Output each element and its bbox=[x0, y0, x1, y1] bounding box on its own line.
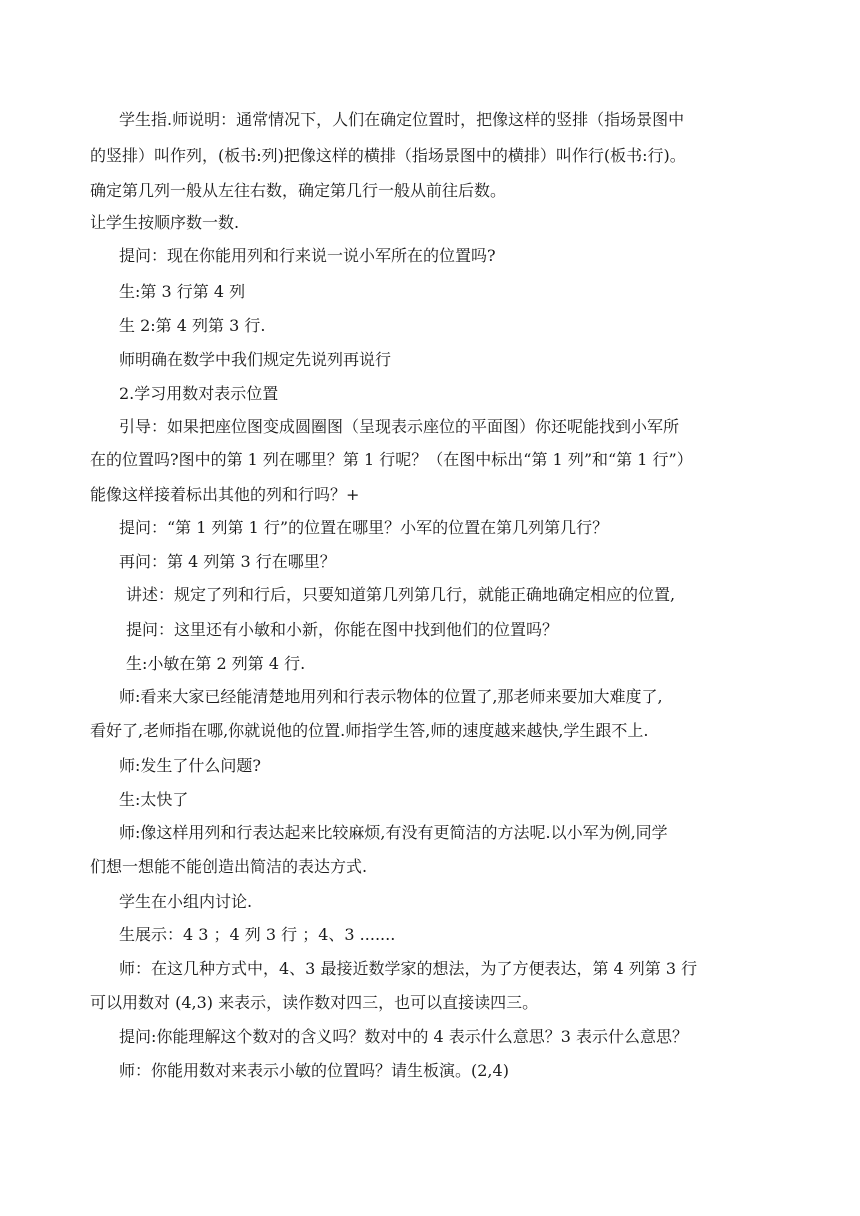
paragraph-line: 再问：第 4 列第 3 行在哪里？ bbox=[119, 552, 336, 571]
paragraph-line: 可以用数对 (4,3) 来表示，读作数对四三，也可以直接读四三。 bbox=[90, 993, 539, 1012]
paragraph-line: 提问：“第 1 列第 1 行”的位置在哪里？小军的位置在第几列第几行？ bbox=[119, 518, 609, 537]
paragraph-line: 学生在小组内讨论. bbox=[119, 892, 253, 911]
paragraph-line: 让学生按顺序数一数. bbox=[90, 213, 240, 232]
paragraph-line: 看好了,老师指在哪,你就说他的位置.师指学生答,师的速度越来越快,学生跟不上. bbox=[90, 721, 649, 740]
paragraph-line: 讲述：规定了列和行后，只要知道第几列第几行，就能正确地确定相应的位置, bbox=[126, 585, 676, 604]
paragraph-line: 师：你能用数对来表示小敏的位置吗？请生板演。(2,4) bbox=[119, 1061, 509, 1080]
paragraph-line: 生 2:第 4 列第 3 行. bbox=[119, 316, 266, 335]
paragraph-line: 学生指.师说明：通常情况下，人们在确定位置时，把像这样的竖排（指场景图中 bbox=[119, 110, 685, 129]
paragraph-line: 确定第几列一般从左往右数，确定第几行一般从前往后数。 bbox=[90, 181, 507, 200]
paragraph-line: 能像这样接着标出其他的列和行吗？+ bbox=[90, 485, 360, 504]
paragraph-line: 师：在这几种方式中，4、3 最接近数学家的想法，为了方便表达，第 4 列第 3 行 bbox=[119, 959, 698, 978]
paragraph-line: 引导：如果把座位图变成圆圈图（呈现表示座位的平面图）你还呢能找到小军所 bbox=[119, 417, 680, 436]
paragraph-line: 生:第 3 行第 4 列 bbox=[119, 282, 246, 301]
paragraph-line: 提问：现在你能用列和行来说一说小军所在的位置吗? bbox=[119, 246, 496, 265]
paragraph-line: 生:太快了 bbox=[119, 790, 189, 809]
paragraph-line: 的竖排）叫作列，(板书:列)把像这样的横排（指场景图中的横排）叫作行(板书:行)。 bbox=[90, 146, 686, 165]
paragraph-line: 师:发生了什么问题? bbox=[119, 756, 261, 775]
paragraph-line: 师:看来大家已经能清楚地用列和行表示物体的位置了,那老师来要加大难度了, bbox=[119, 687, 663, 706]
paragraph-line: 在的位置吗?图中的第 1 列在哪里？第 1 行呢？（在图中标出“第 1 列”和“第 1 行”） bbox=[90, 450, 693, 469]
paragraph-line: 生展示：4 3 ；4 列 3 行 ；4、3 ....... bbox=[119, 925, 396, 944]
paragraph-line: 师:像这样用列和行表达起来比较麻烦,有没有更简洁的方法呢.以小军为例,同学 bbox=[119, 823, 668, 842]
paragraph-line: 提问:你能理解这个数对的含义吗？数对中的 4 表示什么意思？3 表示什么意思？ bbox=[119, 1027, 689, 1046]
paragraph-line: 生:小敏在第 2 列第 4 行. bbox=[126, 654, 306, 673]
paragraph-line: 们想一想能不能创造出简洁的表达方式. bbox=[90, 857, 368, 876]
paragraph-line: 提问：这里还有小敏和小新，你能在图中找到他们的位置吗？ bbox=[126, 620, 559, 639]
section-heading: 2.学习用数对表示位置 bbox=[119, 384, 279, 403]
paragraph-line: 师明确在数学中我们规定先说列再说行 bbox=[119, 350, 392, 369]
